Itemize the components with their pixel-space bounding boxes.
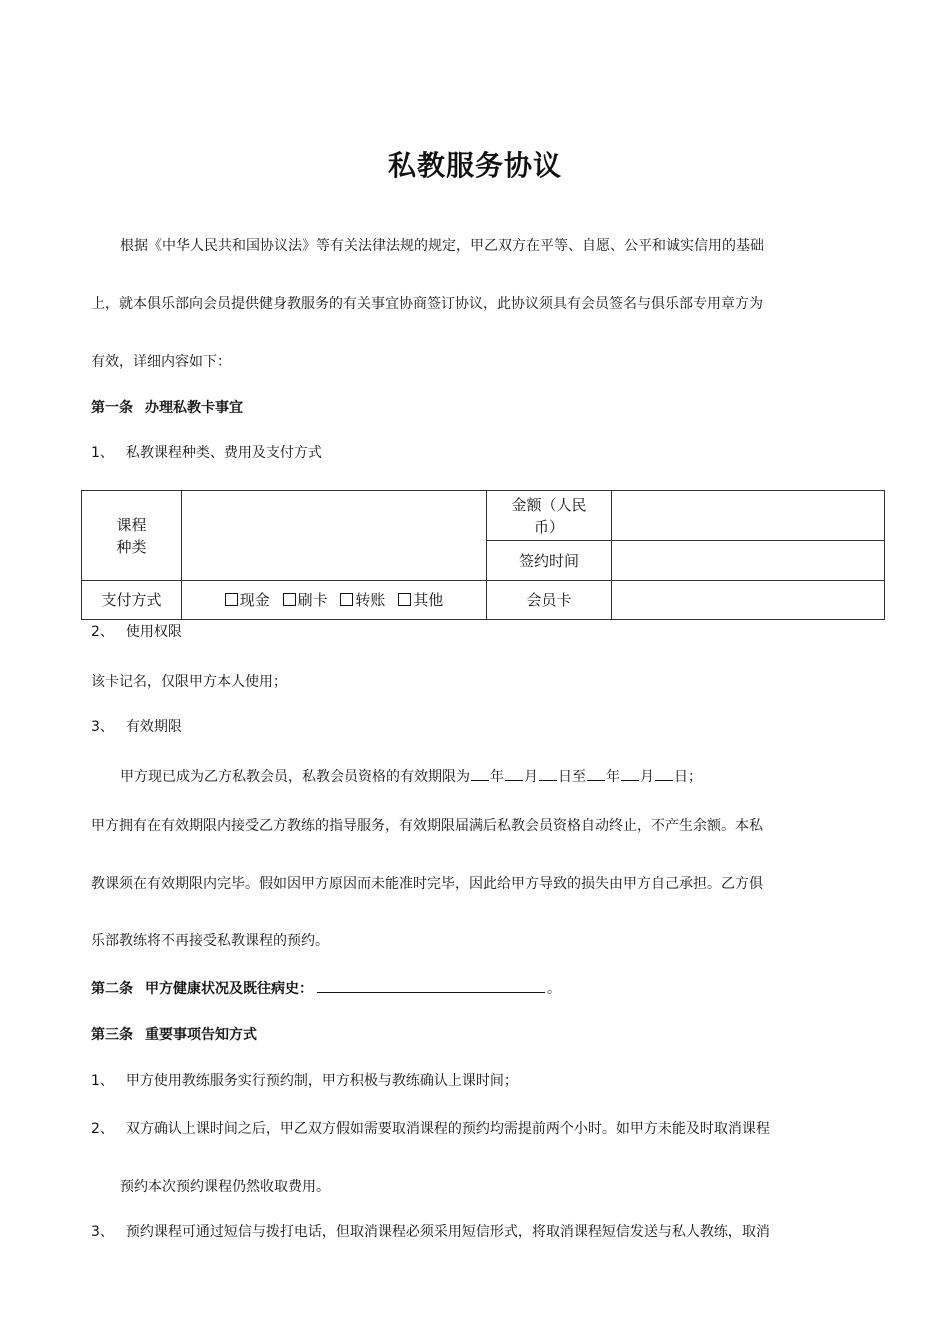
member-card-label-cell: 会员卡	[487, 581, 612, 620]
item-number: 2、	[91, 1121, 114, 1137]
validity-body-line-1: 甲方拥有在有效期限内接受乙方教练的指导服务，有效期限届满后私教会员资格自动终止，不产生余额。本私	[91, 818, 763, 834]
article-3-number: 第三条	[91, 1027, 133, 1043]
article-1-item-1	[91, 443, 322, 463]
item-text: 私教课程种类、费用及支付方式	[125, 445, 322, 461]
amount-label-line-1: 金额（人民	[511, 495, 587, 514]
article-3-item-3	[91, 1222, 770, 1242]
payment-option-other[interactable]	[398, 591, 443, 609]
item-text: 甲方使用教练服务实行预约制，甲方积极与教练确认上课时间；	[125, 1073, 518, 1089]
article-1-number: 第一条	[91, 400, 133, 416]
article-2-title: 甲方健康状况及既往病史：	[145, 981, 313, 997]
intro-line-1: 根据《中华人民共和国协议法》等有关法律法规的规定，甲乙双方在平等、自愿、公平和诚实信用的基础	[120, 238, 764, 254]
course-type-label-line-1: 课程	[116, 515, 147, 534]
intro-line-3: 有效，详细内容如下：	[91, 354, 231, 370]
item-number: 1、	[91, 1073, 114, 1089]
item-number: 2、	[91, 624, 114, 640]
year-label: 年	[490, 769, 504, 785]
month-label: 月	[640, 769, 654, 785]
item-text: 使用权限	[125, 624, 182, 640]
item-number: 1、	[91, 445, 114, 461]
start-month-blank[interactable]	[505, 766, 523, 781]
item-number: 3、	[91, 719, 114, 735]
article-2-number: 第二条	[91, 981, 133, 997]
medical-history-blank[interactable]	[317, 977, 545, 993]
article-1-item-2	[91, 622, 182, 642]
amount-value-cell[interactable]	[612, 491, 885, 541]
checkbox-icon[interactable]	[283, 593, 296, 606]
article-3-heading	[91, 1025, 257, 1045]
item-text: 预约课程可通过短信与拨打电话，但取消课程必须采用短信形式，将取消课程短信发送与私人教练，取消	[125, 1224, 770, 1240]
amount-label-cell	[487, 491, 612, 541]
article-1-item-3	[91, 717, 182, 737]
payment-option-cash[interactable]	[225, 591, 270, 609]
year-label: 年	[606, 769, 620, 785]
start-day-blank[interactable]	[539, 766, 557, 781]
start-year-blank[interactable]	[471, 766, 489, 781]
checkbox-icon[interactable]	[225, 593, 238, 606]
day-to-label: 日至	[558, 769, 586, 785]
course-type-value-cell[interactable]	[182, 491, 487, 581]
usage-rights-text: 该卡记名，仅限甲方本人使用；	[91, 674, 287, 690]
day-end-label: 日；	[674, 769, 702, 785]
amount-label-line-2: 币）	[533, 517, 564, 536]
payment-method-label-cell: 支付方式	[82, 581, 182, 620]
payment-option-transfer[interactable]	[340, 591, 385, 609]
article-2-suffix: 。	[547, 981, 561, 997]
payment-option-label: 其他	[413, 591, 444, 609]
payment-options-cell	[182, 581, 487, 620]
payment-option-card[interactable]	[283, 591, 328, 609]
article-3-title: 重要事项告知方式	[145, 1027, 257, 1043]
article-2-heading	[91, 977, 561, 999]
item-text: 有效期限	[125, 719, 182, 735]
sign-time-label-cell: 签约时间	[487, 541, 612, 581]
article-3-item-1	[91, 1071, 518, 1091]
payment-option-label: 刷卡	[297, 591, 328, 609]
intro-line-2: 上，就本俱乐部向会员提供健身教服务的有关事宜协商签订协议，此协议须具有会员签名与俱乐部专用章方为	[91, 296, 763, 312]
validity-prefix: 甲方现已成为乙方私教会员，私教会员资格的有效期限为	[120, 769, 470, 785]
course-type-label-cell	[82, 491, 182, 581]
end-year-blank[interactable]	[587, 766, 605, 781]
document-title: 私教服务协议	[387, 149, 562, 182]
article-1-heading	[91, 398, 243, 418]
article-3-item-2	[91, 1119, 770, 1139]
validity-period-line	[120, 766, 702, 787]
course-fee-table	[81, 490, 885, 620]
payment-option-label: 现金	[239, 591, 270, 609]
checkbox-icon[interactable]	[340, 593, 353, 606]
validity-body-line-2: 教课须在有效期限内完毕。假如因甲方原因而未能准时完毕，因此给甲方导致的损失由甲方自己承担。乙方俱	[91, 876, 763, 892]
validity-body-line-3: 乐部教练将不再接受私教课程的预约。	[91, 933, 329, 949]
end-day-blank[interactable]	[655, 766, 673, 781]
article-3-item-2-continuation: 预约本次预约课程仍然收取费用。	[120, 1179, 330, 1195]
payment-option-label: 转账	[355, 591, 386, 609]
end-month-blank[interactable]	[621, 766, 639, 781]
article-1-title: 办理私教卡事宜	[145, 400, 243, 416]
checkbox-icon[interactable]	[398, 593, 411, 606]
sign-time-value-cell[interactable]	[612, 541, 885, 581]
item-number: 3、	[91, 1224, 114, 1240]
course-type-label-line-2: 种类	[116, 537, 147, 556]
item-text: 双方确认上课时间之后，甲乙双方假如需要取消课程的预约均需提前两个小时。如甲方未能及时取消课程	[125, 1121, 770, 1137]
month-label: 月	[524, 769, 538, 785]
member-card-value-cell[interactable]	[612, 581, 885, 620]
